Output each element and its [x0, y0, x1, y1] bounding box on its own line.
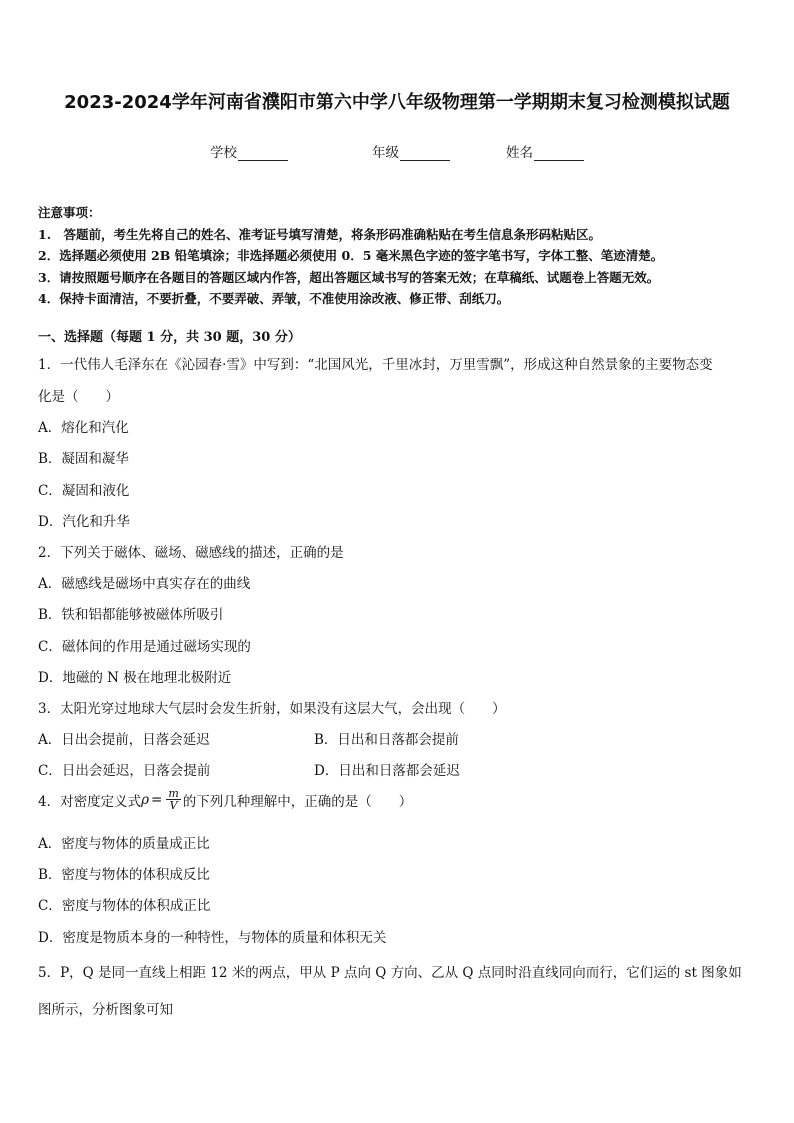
question-1-option-c: C．凝固和液化: [38, 483, 130, 499]
density-fraction: [166, 788, 180, 811]
question-2-option-d: D．地磁的 N 极在地理北极附近: [38, 670, 232, 686]
question-1-stem: 1．一代伟人毛泽东在《沁园春·雪》中写到：“北国风光，千里冰封，万里雪飘”，形成这种自然景象的主要物态变: [38, 357, 713, 373]
note-item: 3．请按照题号顺序在各题目的答题区域内作答，超出答题区域书写的答案无效；在草稿纸、试题卷上答题无效。: [38, 269, 660, 285]
school-blank: [238, 146, 288, 161]
question-4-stem: [38, 788, 412, 811]
question-4-option-a: A．密度与物体的质量成正比: [38, 836, 210, 852]
question-4-stem-prefix: 4．对密度定义式: [38, 793, 142, 810]
question-3-stem: 3．太阳光穿过地球大气层时会发生折射，如果没有这层大气，会出现（ ）: [38, 701, 506, 717]
question-4-option-c: C．密度与物体的体积成正比: [38, 898, 211, 914]
name-label: 姓名: [506, 145, 533, 161]
grade-blank: [400, 146, 450, 161]
note-item: 2．选择题必须使用 2B 铅笔填涂；非选择题必须使用 0．5 毫米黑色字迹的签字笔书写，字体工整、笔迹清楚。: [38, 248, 664, 263]
name-blank: [534, 146, 584, 161]
question-3-option-c: C．日出会延迟，日落会提前: [38, 763, 211, 779]
page-title: 2023-2024学年河南省濮阳市第六中学八年级物理第一学期期末复习检测模拟试题: [64, 92, 730, 113]
question-1-option-d: D．汽化和升华: [38, 514, 130, 530]
notes-block: [38, 202, 663, 310]
name-field: [506, 141, 584, 161]
question-2-option-c: C．磁体间的作用是通过磁场实现的: [38, 639, 251, 655]
question-3-option-b: B．日出和日落都会提前: [314, 732, 459, 748]
question-1-option-b: B．凝固和凝华: [38, 451, 129, 467]
question-2-option-a: A．磁感线是磁场中真实存在的曲线: [38, 576, 251, 592]
question-1-stem-cont: 化是（ ）: [38, 389, 119, 405]
question-2-option-b: B．铁和铝都能够被磁体所吸引: [38, 607, 224, 623]
grade-label: 年级: [372, 145, 399, 161]
question-4-stem-suffix: 的下列几种理解中，正确的是（ ）: [182, 793, 413, 810]
section-heading: 一、选择题（每题 1 分，共 30 题，30 分）: [38, 330, 301, 345]
density-symbol: ρ: [141, 791, 150, 808]
question-4-option-d: D．密度是物质本身的一种特性，与物体的质量和体积无关: [38, 930, 387, 946]
notes-heading: 注意事项：: [38, 205, 101, 220]
fraction-denominator: V: [169, 799, 178, 812]
question-3-option-a: A．日出会提前，日落会延迟: [38, 732, 210, 748]
fraction-numerator: m: [168, 787, 179, 800]
question-4-option-b: B．密度与物体的体积成反比: [38, 867, 210, 883]
school-label: 学校: [210, 145, 237, 161]
school-field: [210, 141, 288, 161]
question-5-stem-cont: 图所示，分析图象可知: [38, 1002, 173, 1018]
note-item: 4．保持卡面清洁，不要折叠，不要弄破、弄皱，不准使用涂改液、修正带、刮纸刀。: [38, 291, 510, 306]
grade-field: [372, 141, 450, 161]
question-5-stem: 5．P，Q 是同一直线上相距 12 米的两点，甲从 P 点向 Q 方向、乙从 Q 点同时沿直线同向而行，它们运的 st 图象如: [38, 965, 742, 981]
note-item: 1. 答题前，考生先将自己的姓名、准考证号填写清楚，将条形码准确粘贴在考生信息条形码粘贴区。: [38, 226, 602, 242]
question-1-option-a: A．熔化和汽化: [38, 420, 129, 436]
question-2-stem: 2．下列关于磁体、磁场、磁感线的描述，正确的是: [38, 545, 344, 561]
question-3-option-d: D．日出和日落都会延迟: [314, 763, 460, 779]
equals-sign: =: [151, 791, 163, 808]
